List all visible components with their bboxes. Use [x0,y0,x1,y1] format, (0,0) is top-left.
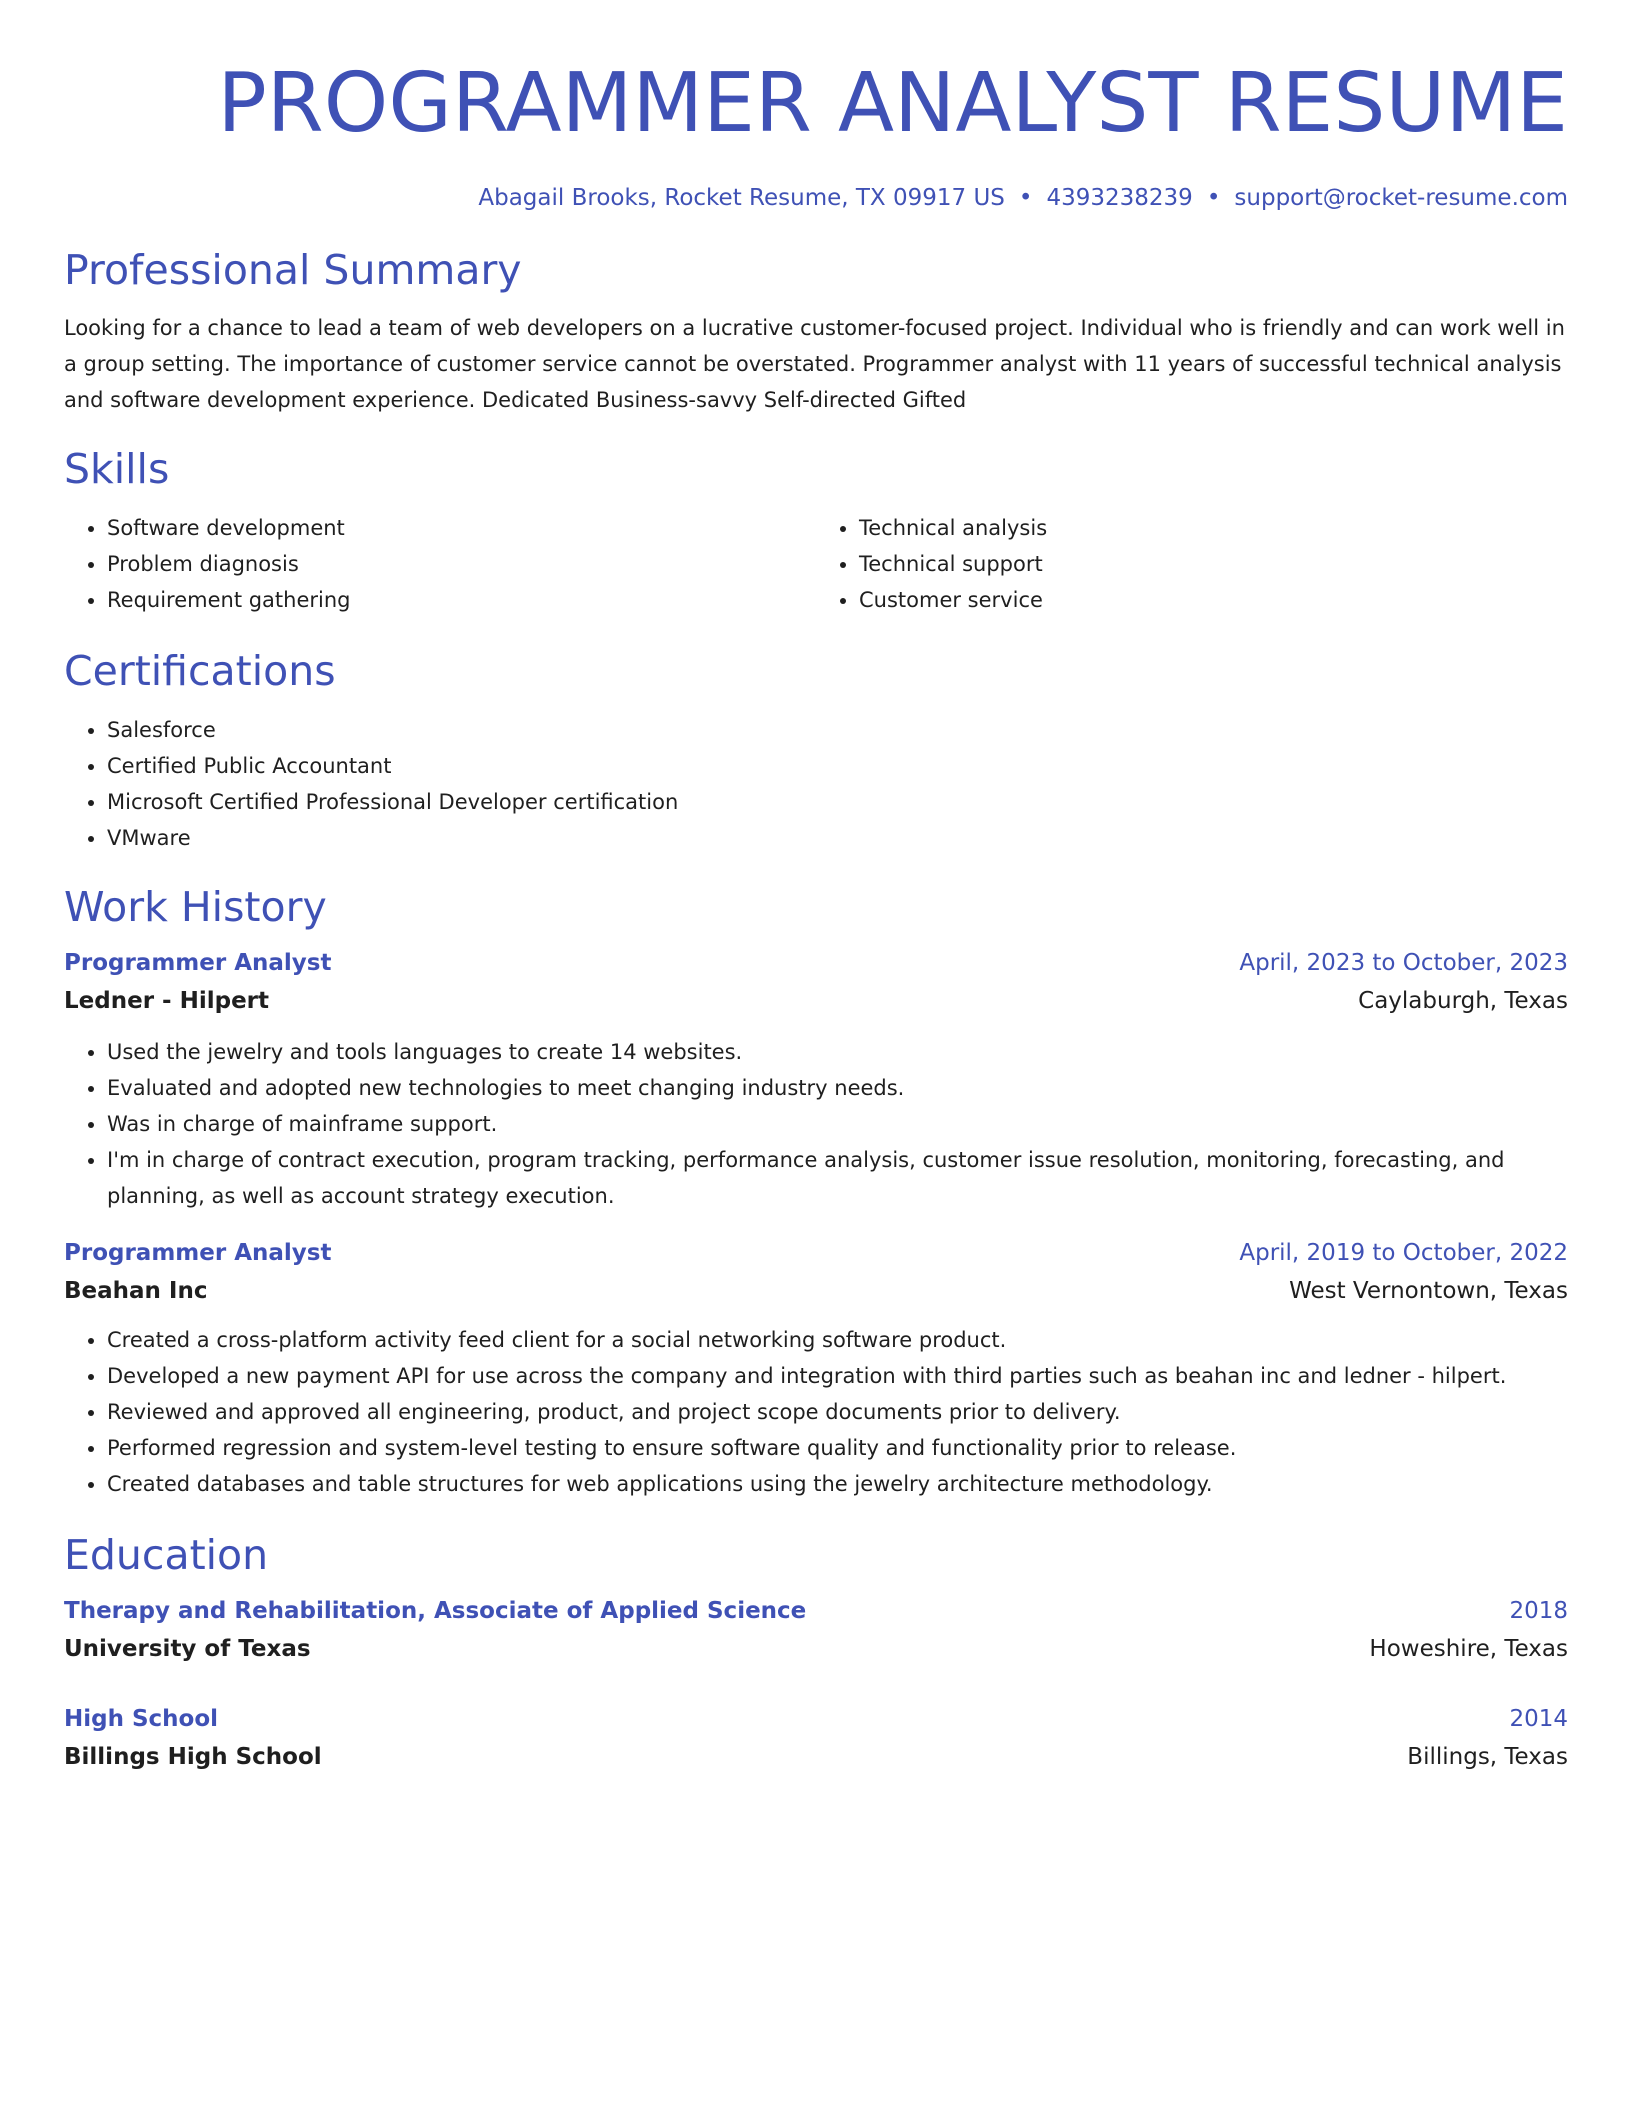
skills-heading: Skills [64,445,170,493]
job-header-row [64,1234,1568,1272]
education-degree: Therapy and Rehabilitation, Associate of Applied Science [64,1598,807,1624]
education-heading: Education [64,1531,269,1579]
education-entry [64,1592,1568,1668]
contact-line [64,182,1568,214]
job-location: West Vernontown, Texas [1289,1278,1568,1304]
education-school: University of Texas [64,1636,311,1662]
job-bullet: • Developed a new payment API for use across the company and integration with third parties such as beahan inc and ledner - hilpert. [107,1358,1568,1394]
education-location: Billings, Texas [1407,1744,1568,1770]
job-company-row [64,1272,1568,1310]
job-bullet: • Evaluated and adopted new technologies to meet changing industry needs. [107,1070,1568,1106]
certification-item: • VMware [107,820,1568,856]
skill-item: • Technical analysis [859,510,1568,546]
education-school-row [64,1630,1568,1668]
skill-item: • Technical support [859,546,1568,582]
job-dates: April, 2023 to October, 2023 [1239,950,1568,976]
job-bullet: • Used the jewelry and tools languages to create 14 websites. [107,1034,1568,1070]
job-bullet: • I'm in charge of contract execution, program tracking, performance analysis, customer issue resolution, monitoring, forecasting, and planning, as well as account strategy execution. [107,1142,1568,1214]
contact-phone: 4393238239 [1046,185,1193,211]
certification-item: • Salesforce [107,712,1568,748]
education-header-row [64,1592,1568,1630]
education-year: 2018 [1509,1598,1568,1624]
skill-item: • Customer service [859,582,1568,618]
education-entry [64,1700,1568,1776]
job-bullet: • Was in charge of mainframe support. [107,1106,1568,1142]
education-school-row [64,1738,1568,1776]
education-location: Howeshire, Texas [1369,1636,1568,1662]
job-company: Beahan Inc [64,1278,208,1304]
certification-item: • Certified Public Accountant [107,748,1568,784]
contact-address: Abagail Brooks, Rocket Resume, TX 09917 US [478,185,1005,211]
job-dates: April, 2019 to October, 2022 [1239,1240,1568,1266]
job-header-row [64,944,1568,982]
job-entry [64,944,1568,1214]
skill-item: • Requirement gathering [107,582,816,618]
summary-text: Looking for a chance to lead a team of web developers on a lucrative customer-focused project. Individual who is friendly and can work well in a group setting. The importance of customer service cannot be overstated. Programmer analyst with 11 years of successful technical analysis and software development experience. Dedicated Business-savvy Self-directed Gifted [64,316,1565,412]
job-bullet: • Created databases and table structures for web applications using the jewelry architecture methodology. [107,1466,1568,1502]
page-title: PROGRAMMER ANALYST RESUME [217,56,1568,151]
bullet-separator: • [1018,185,1033,211]
job-company-row [64,982,1568,1020]
work-history-heading: Work History [64,883,327,931]
education-degree: High School [64,1706,219,1732]
education-school: Billings High School [64,1744,322,1770]
certifications-heading: Certifications [64,647,336,695]
resume-page [64,56,1568,1776]
education-year: 2014 [1509,1706,1568,1732]
job-title: Programmer Analyst [64,950,332,976]
job-bullet: • Reviewed and approved all engineering, product, and project scope documents prior to delivery. [107,1394,1568,1430]
job-bullet: • Performed regression and system-level testing to ensure software quality and functionality prior to release. [107,1430,1568,1466]
job-bullets [64,1322,1568,1502]
skills-column-left [64,510,816,618]
education-header-row [64,1700,1568,1738]
contact-email: support@rocket-resume.com [1234,185,1568,211]
skill-item: • Software development [107,510,816,546]
bullet-separator: • [1206,185,1221,211]
skills-list [64,510,1568,618]
certifications-list [64,712,1568,856]
job-bullets [64,1034,1568,1214]
job-location: Caylaburgh, Texas [1358,988,1568,1014]
certification-item: • Microsoft Certified Professional Developer certification [107,784,1568,820]
job-bullet: • Created a cross-platform activity feed client for a social networking software product. [107,1322,1568,1358]
skills-column-right [816,510,1568,618]
job-title: Programmer Analyst [64,1240,332,1266]
summary-heading: Professional Summary [64,246,522,294]
job-company: Ledner - Hilpert [64,988,270,1014]
job-entry [64,1234,1568,1502]
skill-item: • Problem diagnosis [107,546,816,582]
